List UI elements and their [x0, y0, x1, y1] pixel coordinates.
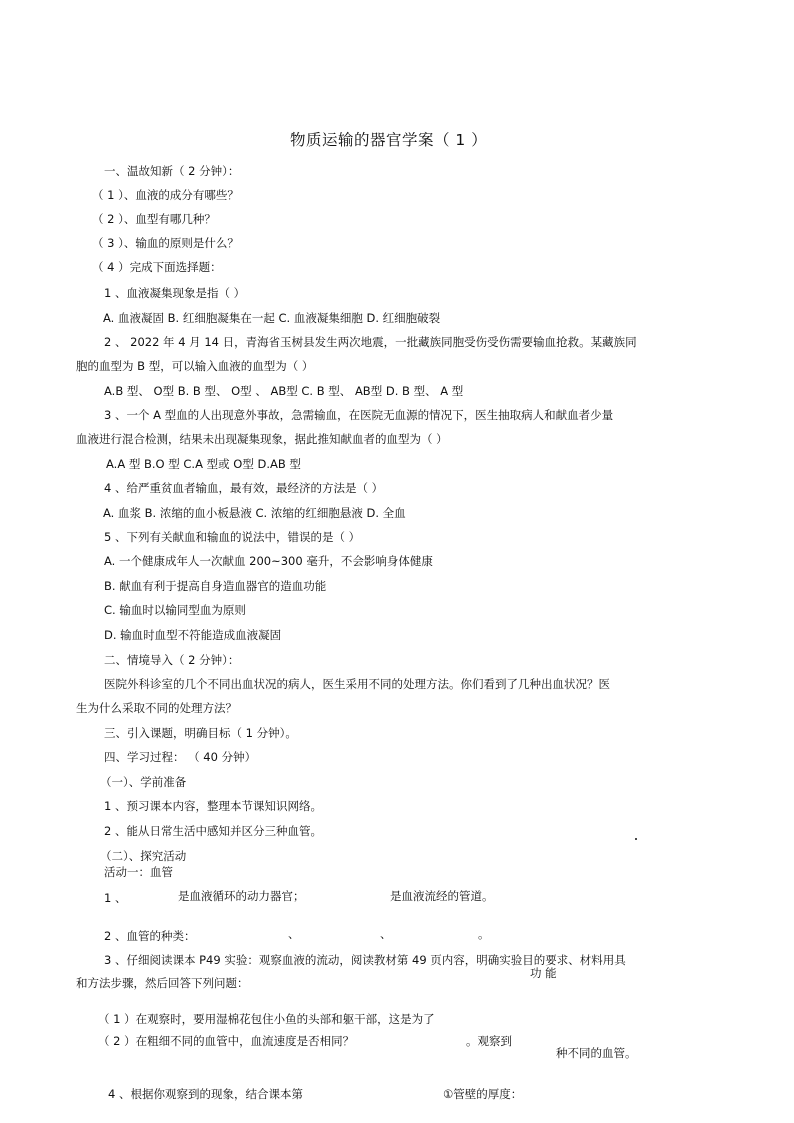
sub-question-2-vessels: 种不同的血管。 — [556, 1046, 637, 1060]
vessel-separator-1: 、 — [288, 927, 300, 941]
choice-4-options: A. 血浆 B. 浓缩的血小板悬液 C. 浓缩的红细胞悬液 D. 全血 — [103, 506, 406, 520]
question-3: （ 3 ）、输血的原则是什么？ — [92, 236, 239, 250]
activity-1-item-3-line2: 和方法步骤，然后回答下列问题： — [76, 976, 249, 990]
activity-1-item-3-line1: 3 、仔细阅读课本 P49 实验：观察血液的流动，阅读教材第 49 页内容，明确实验目的要求、材料用具 — [104, 953, 626, 967]
sub-question-2: （ 2 ）在粗细不同的血管中，血流速度是否相同？ — [98, 1034, 355, 1048]
activity-1-item-1-text-a: 是血液循环的动力器官； — [178, 889, 305, 903]
prep-item-2: 2 、能从日常生活中感知并区分三种血管。 — [104, 824, 322, 838]
activity-1-item-3-subscript: 功 能 — [530, 966, 557, 980]
choice-2-options: A.B 型、 O型 B. B 型、 O型 、 AB型 C. B 型、 AB型 D. B 型、 A 型 — [104, 384, 464, 398]
activity-1-item-1-text-b: 是血液流经的管道。 — [390, 889, 494, 903]
choice-5-option-b: B. 献血有利于提高自身造血器官的造血功能 — [104, 579, 327, 593]
question-1: （ 1 ）、血液的成分有哪些？ — [92, 188, 239, 202]
choice-3-line2: 血液进行混合检测，结果未出现凝集现象，据此推知献血者的血型为（ ） — [76, 432, 448, 446]
section-scenario: 二、情境导入（ 2 分钟）： — [104, 653, 240, 667]
activity-1-title: 活动一：血管 — [104, 865, 173, 879]
choice-5-option-c: C. 输血时以输同型血为原则 — [104, 603, 246, 617]
scenario-text-2: 生为什么采取不同的处理方法？ — [76, 701, 237, 715]
choice-3-options: A.A 型 B.O 型 C.A 型或 O型 D.AB 型 — [106, 457, 301, 471]
wall-thickness-label: ①管壁的厚度： — [443, 1087, 523, 1101]
choice-5-option-d: D. 输血时血型不符能造成血液凝固 — [104, 628, 282, 642]
choice-1-options: A. 血液凝固 B. 红细胞凝集在一起 C. 血液凝集细胞 D. 红细胞破裂 — [103, 311, 441, 325]
section-process: 四、学习过程： （ 40 分钟） — [104, 750, 257, 764]
vessel-separator-2: 、 — [380, 927, 392, 941]
activity-1-item-4: 4 、根据你观察到的现象，结合课本第 — [108, 1087, 303, 1101]
scenario-text-1: 医院外科诊室的几个不同出血状况的病人，医生采用不同的处理方法。你们看到了几种出血状况？医 — [104, 677, 610, 691]
activity-1-item-1-number: 1 、 — [104, 891, 127, 905]
choice-1: 1 、血液凝集现象是指（ ） — [104, 286, 246, 300]
section-review: 一、温故知新（ 2 分钟）： — [104, 164, 240, 178]
choice-4: 4 、给严重贫血者输血，最有效，最经济的方法是（ ） — [104, 481, 384, 495]
question-2: （ 2 ）、血型有哪几种？ — [92, 212, 216, 226]
page-title: 物质运输的器官学案（ 1 ） — [290, 131, 488, 149]
sub-question-1: （ 1 ）在观察时，要用湿棉花包住小鱼的头部和躯干部，这是为了 — [98, 1012, 435, 1026]
choice-5-option-a: A. 一个健康成年人一次献血 200~300 毫升，不会影响身体健康 — [104, 554, 433, 568]
section-goals: 三、引入课题，明确目标（ 1 分钟）。 — [104, 726, 297, 740]
question-4: （ 4 ）完成下面选择题： — [92, 260, 222, 274]
prep-item-1: 1 、预习课本内容，整理本节课知识网络。 — [104, 799, 322, 813]
subsection-explore: （二）、探究活动 — [100, 849, 187, 863]
activity-1-item-2: 2 、血管的种类： — [104, 929, 196, 943]
sub-question-2-observe: 。观察到 — [466, 1034, 512, 1048]
choice-2-line1: 2 、 2022 年 4 月 14 日，青海省玉树县发生两次地震，一批藏族同胞受伤受伤需要输血抢救。某藏族同 — [104, 335, 637, 349]
stray-dot — [635, 838, 637, 840]
choice-2-line2: 胞的血型为 B 型，可以输入血液的血型为（ ） — [76, 359, 314, 373]
vessel-end-mark: 。 — [478, 927, 490, 941]
subsection-prep: （一）、学前准备 — [100, 775, 187, 789]
choice-5: 5 、下列有关献血和输血的说法中，错误的是（ ） — [104, 530, 361, 544]
choice-3-line1: 3 、一个 A 型血的人出现意外事故，急需输血，在医院无血源的情况下，医生抽取病人和献血者少量 — [104, 408, 614, 422]
